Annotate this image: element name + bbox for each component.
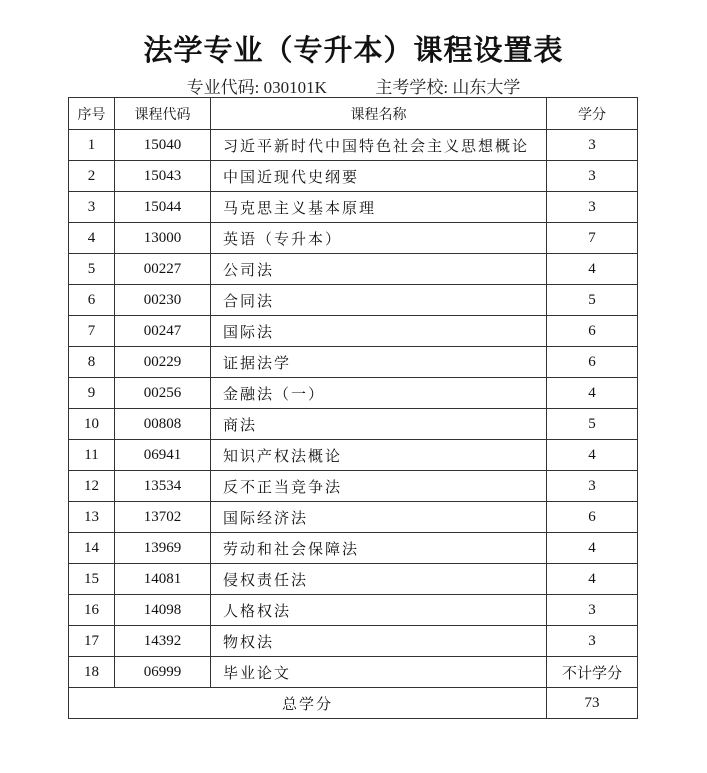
course-name: 国际法 (211, 316, 547, 347)
course-credits: 4 (547, 378, 638, 409)
course-code: 13969 (115, 533, 211, 564)
header-code: 课程代码 (115, 98, 211, 130)
course-name: 毕业论文 (211, 657, 547, 688)
page-title: 法学专业（专升本）课程设置表 (143, 35, 564, 67)
course-table (68, 97, 638, 719)
header-credits: 学分 (547, 98, 638, 130)
total-label: 总学分 (69, 688, 547, 719)
course-code: 13534 (115, 471, 211, 502)
course-name: 习近平新时代中国特色社会主义思想概论 (211, 130, 547, 161)
row-number: 10 (69, 409, 115, 440)
course-name: 英语（专升本） (211, 223, 547, 254)
course-code: 00808 (115, 409, 211, 440)
total-row (69, 688, 638, 719)
course-name: 金融法（一） (211, 378, 547, 409)
course-code: 15040 (115, 130, 211, 161)
table-row (69, 595, 638, 626)
course-credits: 3 (547, 130, 638, 161)
course-code: 13702 (115, 502, 211, 533)
row-number: 14 (69, 533, 115, 564)
course-name: 物权法 (211, 626, 547, 657)
course-name: 劳动和社会保障法 (211, 533, 547, 564)
course-code: 00247 (115, 316, 211, 347)
course-credits: 3 (547, 192, 638, 223)
row-number: 8 (69, 347, 115, 378)
course-credits: 6 (547, 347, 638, 378)
table-row (69, 285, 638, 316)
course-name: 公司法 (211, 254, 547, 285)
course-credits: 4 (547, 254, 638, 285)
course-code: 00229 (115, 347, 211, 378)
row-number: 13 (69, 502, 115, 533)
table-row (69, 254, 638, 285)
course-code: 00230 (115, 285, 211, 316)
course-credits: 6 (547, 316, 638, 347)
row-number: 12 (69, 471, 115, 502)
course-name: 人格权法 (211, 595, 547, 626)
course-credits: 3 (547, 595, 638, 626)
table-row (69, 409, 638, 440)
course-name: 反不正当竞争法 (211, 471, 547, 502)
course-name: 证据法学 (211, 347, 547, 378)
course-code: 15044 (115, 192, 211, 223)
course-name: 侵权责任法 (211, 564, 547, 595)
major-code-label: 专业代码: (186, 78, 260, 97)
table-row (69, 223, 638, 254)
row-number: 7 (69, 316, 115, 347)
header-name: 课程名称 (211, 98, 547, 130)
course-code: 06941 (115, 440, 211, 471)
course-credits: 3 (547, 471, 638, 502)
row-number: 11 (69, 440, 115, 471)
course-credits: 7 (547, 223, 638, 254)
row-number: 3 (69, 192, 115, 223)
course-credits: 3 (547, 626, 638, 657)
table-row (69, 192, 638, 223)
header-no: 序号 (69, 98, 115, 130)
table-row (69, 564, 638, 595)
course-credits: 4 (547, 564, 638, 595)
course-credits: 5 (547, 285, 638, 316)
course-code: 15043 (115, 161, 211, 192)
row-number: 18 (69, 657, 115, 688)
course-name: 商法 (211, 409, 547, 440)
course-credits: 4 (547, 533, 638, 564)
course-code: 14392 (115, 626, 211, 657)
major-code: 030101K (263, 78, 327, 97)
course-code: 00256 (115, 378, 211, 409)
table-row (69, 471, 638, 502)
school-name: 山东大学 (452, 78, 521, 97)
course-credits: 5 (547, 409, 638, 440)
course-code: 06999 (115, 657, 211, 688)
row-number: 1 (69, 130, 115, 161)
course-name: 知识产权法概论 (211, 440, 547, 471)
table-row (69, 378, 638, 409)
table-row (69, 130, 638, 161)
row-number: 5 (69, 254, 115, 285)
course-credits: 4 (547, 440, 638, 471)
row-number: 4 (69, 223, 115, 254)
course-name: 合同法 (211, 285, 547, 316)
course-code: 00227 (115, 254, 211, 285)
table-row (69, 502, 638, 533)
table-row (69, 657, 638, 688)
table-row (69, 626, 638, 657)
row-number: 17 (69, 626, 115, 657)
course-credits: 3 (547, 161, 638, 192)
total-value: 73 (547, 688, 638, 719)
table-row (69, 347, 638, 378)
course-code: 14081 (115, 564, 211, 595)
row-number: 16 (69, 595, 115, 626)
row-number: 2 (69, 161, 115, 192)
course-name: 马克思主义基本原理 (211, 192, 547, 223)
school-label: 主考学校: (375, 78, 449, 97)
course-name: 国际经济法 (211, 502, 547, 533)
course-credits: 不计学分 (547, 657, 638, 688)
subtitle (0, 73, 707, 98)
table-row (69, 316, 638, 347)
course-code: 14098 (115, 595, 211, 626)
table-header-row (69, 98, 638, 130)
table-row (69, 533, 638, 564)
table-row (69, 440, 638, 471)
row-number: 6 (69, 285, 115, 316)
table-row (69, 161, 638, 192)
course-credits: 6 (547, 502, 638, 533)
row-number: 15 (69, 564, 115, 595)
course-code: 13000 (115, 223, 211, 254)
course-name: 中国近现代史纲要 (211, 161, 547, 192)
row-number: 9 (69, 378, 115, 409)
